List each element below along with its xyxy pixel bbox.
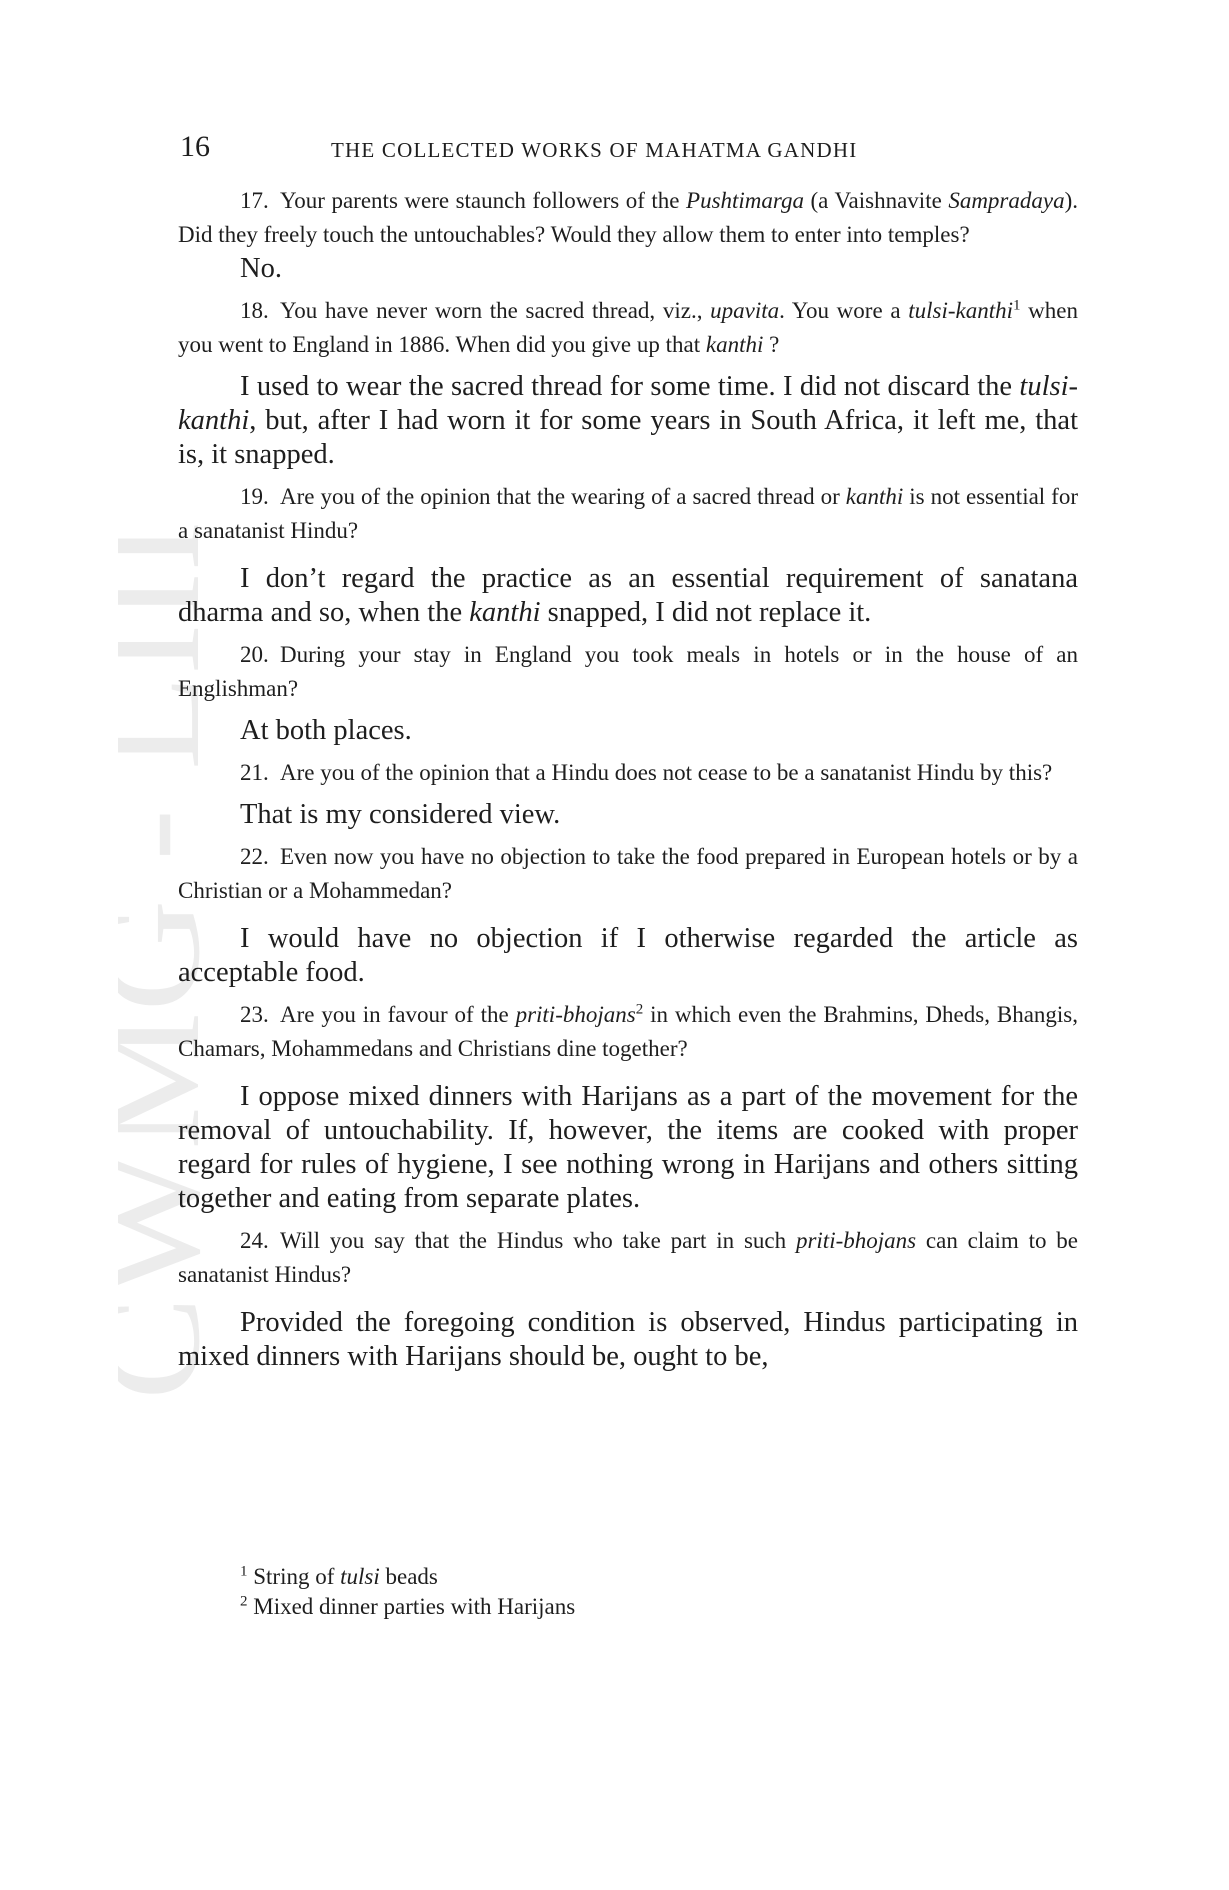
question-21: [178, 756, 1078, 790]
footnote-text: beads: [379, 1564, 438, 1589]
question-23: [178, 998, 1078, 1066]
question-22: [178, 840, 1078, 908]
question-text: ?: [763, 332, 780, 357]
answer-17: No.: [240, 253, 282, 284]
watermark-text: CWMG LIII: [118, 606, 228, 1400]
question-text: Will you say that the Hindus who take part in such: [280, 1228, 796, 1253]
question-number: 17.: [240, 188, 269, 213]
question-text: is not essential for a sanatanist Hindu?: [178, 484, 1078, 543]
footnote-mark: 2: [240, 1593, 248, 1610]
question-text: . You wore a: [779, 298, 909, 323]
footnote-mark: 1: [240, 1563, 248, 1580]
question-italic: Sampradaya: [948, 188, 1065, 213]
question-17: [178, 184, 1078, 252]
question-text: Are you of the opinion that the wearing of a sacred thread or: [280, 484, 846, 509]
answer-text: , but, after I had worn it for some years in South Africa, it left me, that is, it snapped.: [178, 405, 1078, 470]
answer-italic: kanthi: [469, 597, 541, 628]
footnote-ref: 2: [635, 1001, 644, 1018]
question-italic: kanthi: [845, 484, 904, 509]
question-18: [178, 294, 1078, 362]
question-text: Are you of the opinion that a Hindu does not cease to be a sanatanist Hindu by this?: [280, 760, 1053, 785]
footnote-ref: 1: [1013, 297, 1021, 314]
question-19: [178, 480, 1078, 548]
question-italic: priti-bhojans: [795, 1228, 917, 1253]
answer-22: I would have no objection if I otherwise regarded the article as acceptable food.: [178, 923, 1078, 988]
question-number: 22.: [240, 844, 269, 869]
footnotes: [240, 1562, 575, 1622]
footnote-2: [240, 1592, 575, 1622]
question-text: can claim to be sanatanist Hindus?: [178, 1228, 1078, 1287]
answer-21: That is my considered view.: [240, 799, 561, 830]
question-text: when you went to England in 1886. When did you give up that: [178, 298, 1078, 357]
answer-19: [178, 562, 1078, 630]
question-text: in which even the Brahmins, Dheds, Bhangis, Chamars, Mohammedans and Christians dine together?: [178, 1002, 1078, 1061]
answer-italic: tulsi-kanthi: [178, 371, 1078, 436]
footnote-italic: tulsi: [340, 1564, 380, 1589]
question-number: 21.: [240, 760, 269, 785]
question-24: [178, 1224, 1078, 1292]
page-number: 16: [180, 130, 210, 163]
answer-20: At both places.: [240, 715, 412, 746]
question-text: ). Did they freely touch the untouchables? Would they allow them to enter into temples?: [178, 188, 1079, 247]
answer-text: I don’t regard the practice as an essential requirement of sanatana dharma and so, when the: [178, 563, 1078, 628]
running-head: THE COLLECTED WORKS OF MAHATMA GANDHI: [331, 138, 858, 162]
question-text: You have never worn the sacred thread, viz.,: [280, 298, 711, 323]
question-number: 18.: [240, 298, 269, 323]
answer-text: snapped, I did not replace it.: [540, 597, 872, 628]
answer-24: Provided the foregoing condition is observed, Hindus participating in mixed dinners with Harijans should be, ought to be,: [178, 1307, 1078, 1372]
question-text: Are you in favour of the: [280, 1002, 516, 1027]
question-italic: Pushtimarga: [686, 188, 805, 213]
question-text: During your stay in England you took meals in hotels or in the house of an Englishman?: [178, 642, 1078, 701]
question-20: [178, 638, 1078, 706]
question-italic: priti-bhojans: [515, 1002, 636, 1027]
footnote-1: [240, 1562, 575, 1592]
answer-18: [178, 370, 1078, 472]
footnote-text: Mixed dinner parties with Harijans: [247, 1594, 576, 1619]
footnote-text: String of: [247, 1564, 341, 1589]
question-italic: upavita: [710, 298, 780, 323]
question-italic: kanthi: [705, 332, 764, 357]
answer-23: I oppose mixed dinners with Harijans as a part of the movement for the removal of untouchability. If, however, the items are cooked with proper regard for rules of hygiene, I see nothing wrong in Harijans and others sitting together and eating from separate plates.: [178, 1081, 1078, 1214]
question-number: 19.: [240, 484, 269, 509]
question-text: (a Vaishnavite: [804, 188, 949, 213]
question-italic: tulsi-kanthi: [908, 298, 1013, 323]
page-body: [178, 184, 1078, 1374]
question-number: 23.: [240, 1002, 269, 1027]
question-number: 24.: [240, 1228, 269, 1253]
answer-text: I used to wear the sacred thread for some time. I did not discard the: [240, 371, 1020, 402]
question-text: Even now you have no objection to take the food prepared in European hotels or by a Christian or a Mohammedan?: [178, 844, 1078, 903]
question-text: Your parents were staunch followers of the: [280, 188, 687, 213]
question-number: 20.: [240, 642, 269, 667]
